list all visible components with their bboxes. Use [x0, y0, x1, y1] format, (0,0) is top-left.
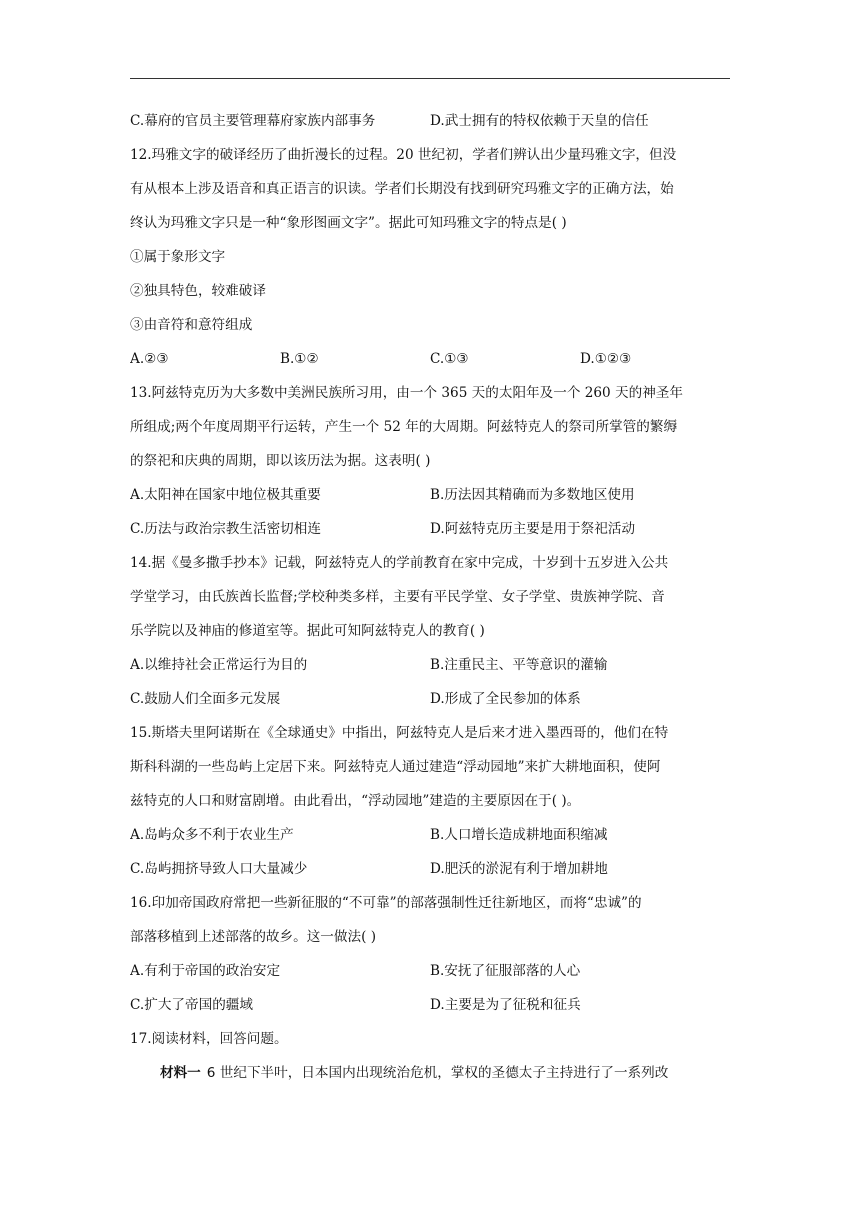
material-tag: 材料一: [160, 1065, 201, 1081]
text-line: 15.斯塔夫里阿诺斯在《全球通史》中指出，阿兹特克人是后来才进入墨西哥的，他们在特: [130, 725, 669, 741]
answer-option: D.阿兹特克历主要是用于祭祀活动: [430, 521, 636, 537]
answer-option: C.岛屿拥挤导致人口大量减少: [130, 861, 308, 877]
answer-option: D.①②③: [580, 351, 632, 367]
text-line: 所组成;两个年度周期平行运转，产生一个 52 年的大周期。阿兹特克人的祭司所掌管的繁缛: [130, 419, 678, 435]
answer-option: C.鼓励人们全面多元发展: [130, 691, 281, 707]
text-line: 的祭祀和庆典的周期，即以该历法为据。这表明( ): [130, 453, 431, 469]
text-line: 13.阿兹特克历为大多数中美洲民族所习用，由一个 365 天的太阳年及一个 260 天的神圣年: [130, 385, 683, 401]
material-paragraph: [130, 1056, 730, 1090]
text-line: 终认为玛雅文字只是一种“象形图画文字”。据此可知玛雅文字的特点是( ): [130, 215, 567, 231]
option-row: [130, 988, 730, 1022]
answer-option: D.武士拥有的特权依赖于天皇的信任: [430, 113, 649, 129]
text-line: 部落移植到上述部落的故乡。这一做法( ): [130, 929, 377, 945]
answer-option: A.以维持社会正常运行为目的: [130, 657, 308, 673]
answer-option: A.②③: [130, 351, 169, 367]
answer-option: B.安抚了征服部落的人心: [430, 963, 581, 979]
answer-option: C.①③: [430, 351, 469, 367]
document-body: [130, 104, 730, 1090]
text-line: ②独具特色，较难破译: [130, 283, 266, 299]
option-row: [130, 852, 730, 886]
text-line: 学堂学习，由氏族酋长监督;学校种类多样，主要有平民学堂、女子学堂、贵族神学院、音: [130, 589, 665, 605]
text-line: ①属于象形文字: [130, 249, 226, 265]
option-row: [130, 478, 730, 512]
answer-option: C.幕府的官员主要管理幕府家族内部事务: [130, 113, 376, 129]
option-row: [130, 342, 730, 376]
answer-option: B.历法因其精确而为多数地区使用: [430, 487, 635, 503]
option-row: [130, 818, 730, 852]
option-row: [130, 682, 730, 716]
text-line: 斯科科湖的一些岛屿上定居下来。阿兹特克人通过建造“浮动园地”来扩大耕地面积，使阿: [130, 759, 661, 775]
answer-option: C.扩大了帝国的疆域: [130, 997, 253, 1013]
text-line: 兹特克的人口和财富剧增。由此看出，“浮动园地”建造的主要原因在于( )。: [130, 793, 581, 809]
answer-option: B.注重民主、平等意识的灌输: [430, 657, 608, 673]
answer-option: A.太阳神在国家中地位极其重要: [130, 487, 321, 503]
option-row: [130, 648, 730, 682]
answer-option: B.人口增长造成耕地面积缩减: [430, 827, 608, 843]
text-line: 乐学院以及神庙的修道室等。据此可知阿兹特克人的教育( ): [130, 623, 485, 639]
header-rule: [130, 78, 730, 79]
text-line: 17.阅读材料，回答问题。: [130, 1031, 288, 1047]
text-line: 有从根本上涉及语音和真正语言的识读。学者们长期没有找到研究玛雅文字的正确方法，始: [130, 181, 674, 197]
answer-option: D.形成了全民参加的体系: [430, 691, 581, 707]
answer-option: A.岛屿众多不利于农业生产: [130, 827, 294, 843]
option-row: [130, 512, 730, 546]
answer-option: B.①②: [280, 351, 319, 367]
answer-option: D.肥沃的淤泥有利于增加耕地: [430, 861, 608, 877]
material-text: 6 世纪下半叶，日本国内出现统治危机，掌权的圣德太子主持进行了一系列改: [206, 1065, 669, 1081]
option-row: [130, 104, 730, 138]
text-line: 14.据《曼多撒手抄本》记载，阿兹特克人的学前教育在家中完成，十岁到十五岁进入公共: [130, 555, 669, 571]
answer-option: A.有利于帝国的政治安定: [130, 963, 281, 979]
text-line: 12.玛雅文字的破译经历了曲折漫长的过程。20 世纪初，学者们辨认出少量玛雅文字，但没: [130, 147, 677, 163]
text-line: ③由音符和意符组成: [130, 317, 253, 333]
answer-option: C.历法与政治宗教生活密切相连: [130, 521, 321, 537]
option-row: [130, 954, 730, 988]
answer-option: D.主要是为了征税和征兵: [430, 997, 581, 1013]
text-line: 16.印加帝国政府常把一些新征服的“不可靠”的部落强制性迁往新地区，而将“忠诚”的: [130, 895, 642, 911]
